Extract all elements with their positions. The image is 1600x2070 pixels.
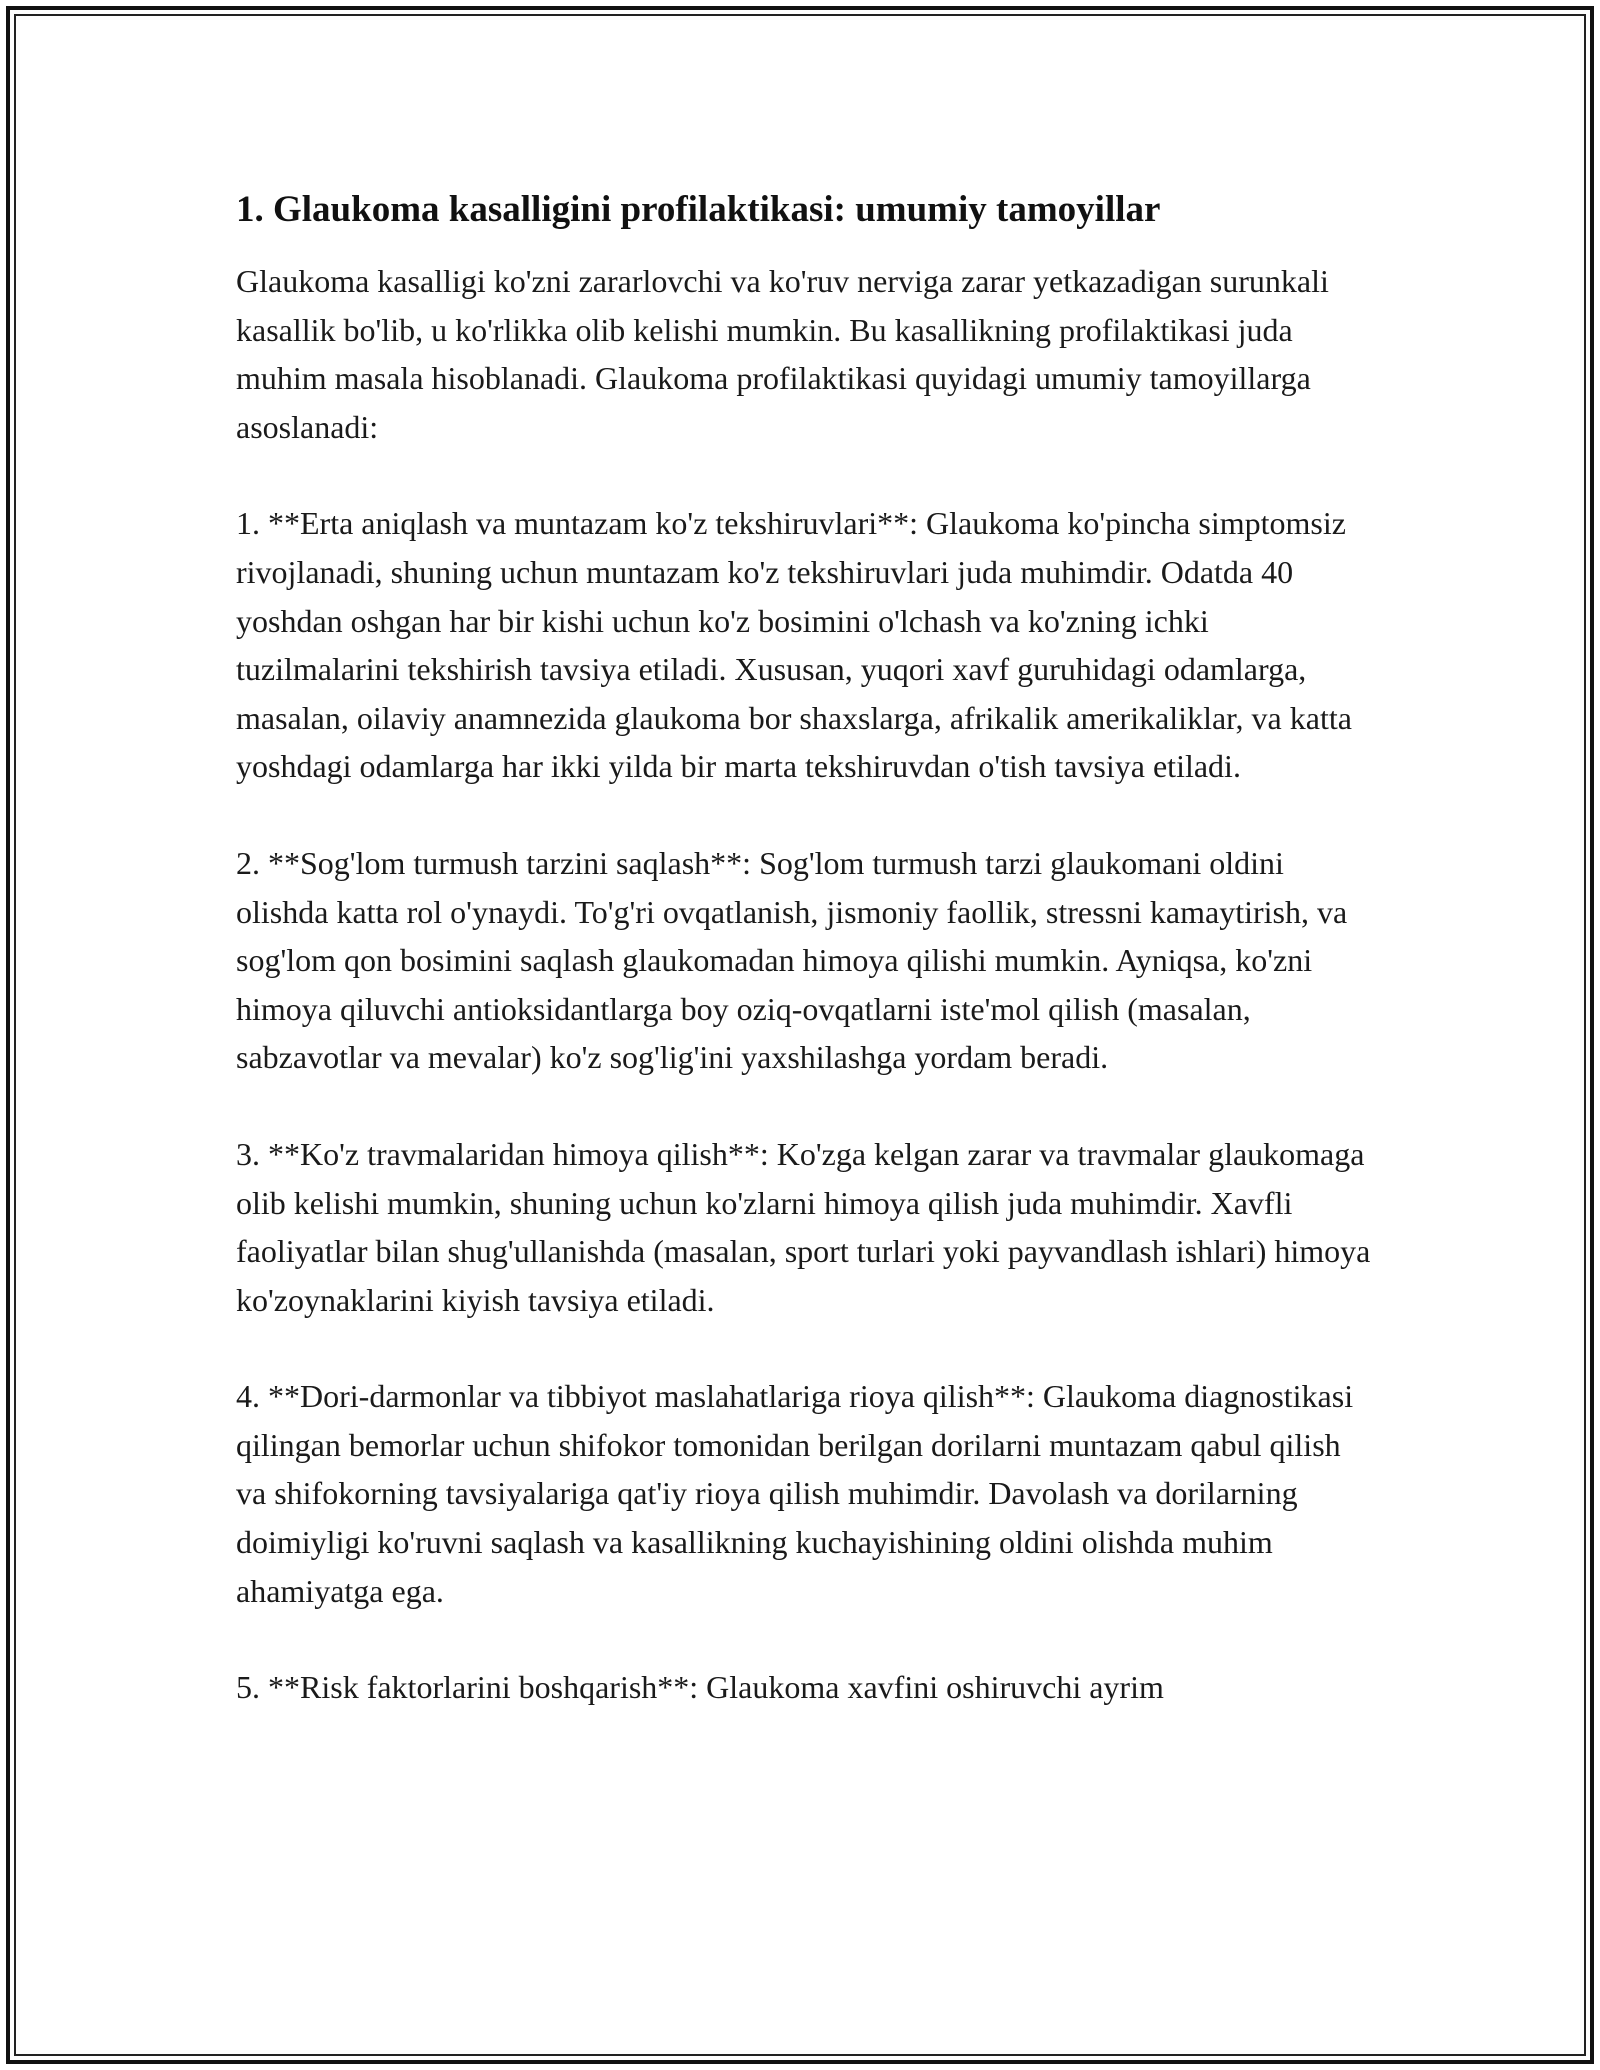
principle-5-paragraph: 5. **Risk faktorlarini boshqarish**: Glaukoma xavfini oshiruvchi ayrim bbox=[236, 1669, 1164, 1706]
document-body bbox=[236, 185, 1376, 1712]
intro-paragraph: Glaukoma kasalligi ko'zni zararlovchi va ko'ruv nerviga zarar yetkazadigan surunkali kasallik bo'lib, u ko'rlikka olib kelishi mumkin. Bu kasallikning profilaktikasi juda muhim masala hisoblanadi. Glaukoma profilaktikasi quyidagi umumiy tamoyillarga asoslanadi: bbox=[236, 263, 1329, 445]
principle-2-paragraph: 2. **Sog'lom turmush tarzini saqlash**: Sog'lom turmush tarzi glaukomani oldini olishda katta rol o'ynaydi. To'g'ri ovqatlanish, jismoniy faollik, stressni kamaytirish, va sog'lom qon bosimini saqlash glaukomadan himoya qilishi mumkin. Ayniqsa, ko'zni himoya qiluvchi antioksidantlarga boy oziq-ovqatlarni iste'mol qilish (masalan, sabzavotlar va mevalar) ko'z sog'lig'ini yaxshilashga yordam beradi. bbox=[236, 844, 1348, 1076]
principle-1-paragraph: 1. **Erta aniqlash va muntazam ko'z tekshiruvlari**: Glaukoma ko'pincha simptomsiz rivojlanadi, shuning uchun muntazam ko'z tekshiruvlari juda muhimdir. Odatda 40 yoshdan oshgan har bir kishi uchun ko'z bosimini o'lchash va ko'zning ichki tuzilmalarini tekshirish tavsiya etiladi. Xususan, yuqori xavf guruhidagi odamlarga, masalan, oilaviy anamnezida glaukoma bor shaxslarga, afrikalik amerikaliklar, va katta yoshdagi odamlarga har ikki yilda bir marta tekshiruvdan o'tish tavsiya etiladi. bbox=[236, 505, 1352, 785]
principle-4-paragraph: 4. **Dori-darmonlar va tibbiyot maslahatlariga rioya qilish**: Glaukoma diagnostikasi qilingan bemorlar uchun shifokor tomonidan berilgan dorilarni muntazam qabul qilish va shifokorning tavsiyalariga qat'iy rioya qilish muhimdir. Davolash va dorilarning doimiyligi ko'ruvni saqlash va kasallikning kuchayishining oldini olishda muhim ahamiyatga ega. bbox=[236, 1378, 1354, 1609]
document-title: 1. Glaukoma kasalligini profilaktikasi: umumiy tamoyillar bbox=[236, 189, 1161, 230]
principle-3-paragraph: 3. **Ko'z travmalaridan himoya qilish**: Ko'zga kelgan zarar va travmalar glaukomaga olib kelishi mumkin, shuning uchun ko'zlarni himoya qilish juda muhimdir. Xavfli faoliyatlar bilan shug'ullanishda (masalan, sport turlari yoki payvandlash ishlari) himoya ko'zoynaklarini kiyish tavsiya etiladi. bbox=[236, 1135, 1371, 1318]
